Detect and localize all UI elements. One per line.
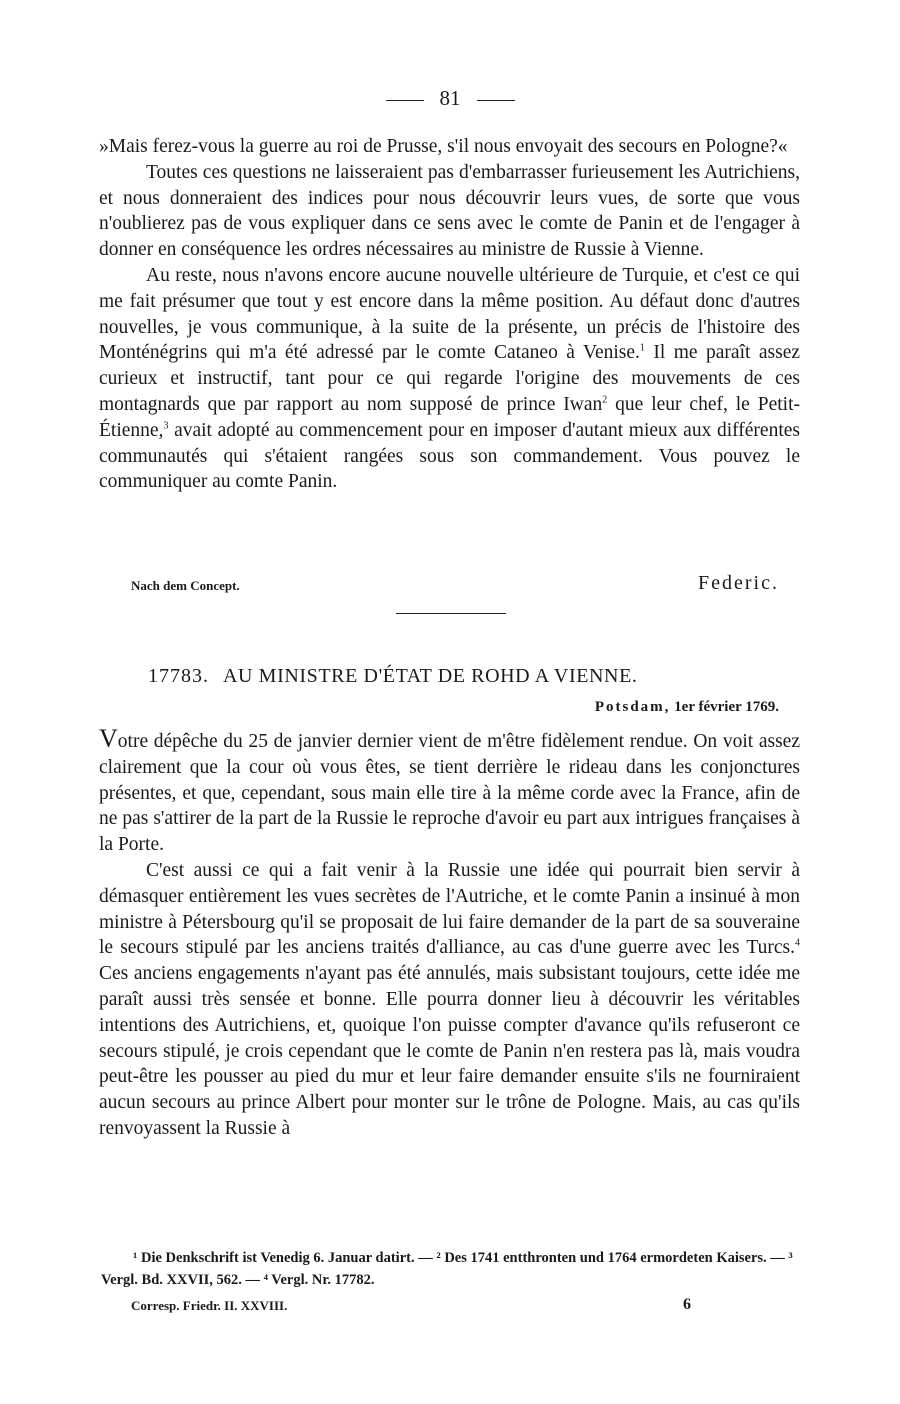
footnotes bbox=[101, 1248, 801, 1291]
footnote-ref-4: 4 bbox=[795, 937, 800, 949]
signature: Federic. bbox=[698, 572, 779, 594]
letter-heading: AU MINISTRE D'ÉTAT DE ROHD A VIENNE. bbox=[223, 665, 638, 687]
signature-number: 6 bbox=[683, 1296, 691, 1313]
header-dash-left bbox=[386, 100, 424, 101]
footnote-ref-1: 1 bbox=[639, 342, 645, 354]
paragraph-quote: »Mais ferez-vous la guerre au roi de Prusse, s'il nous envoyait des secours en Pologne?« bbox=[99, 136, 788, 157]
paragraph-depeche: Votre dépêche du 25 de janvier dernier vient de m'être fidèlement rendue. On voit assez clairement que la cour où vous êtes, se tient derrière le rideau dans les conjonctures présentes, et que, cependant, sous main elle tire à la même corde avec la France, afin de ne pas s'attirer de la part de la Russie le reproche d'avoir eu part aux intrigues françaises à la Porte. bbox=[99, 724, 800, 856]
signature-line bbox=[131, 572, 779, 598]
footnote-ref-3: 3 bbox=[163, 420, 169, 432]
dateline bbox=[595, 699, 779, 716]
drop-cap: V bbox=[99, 724, 118, 753]
footnote-text: ¹ Die Denkschrift ist Venedig 6. Januar datirt. — ² Des 1741 entthronten und 1764 ermordeten Kaisers. — ³ Vergl. Bd. XXVII, 562. — ⁴ Vergl. Nr. 17782. bbox=[101, 1250, 793, 1288]
page-header bbox=[0, 86, 900, 111]
dateline-place: Potsdam, bbox=[594, 699, 671, 715]
letter-title bbox=[148, 665, 768, 688]
page-number: 81 bbox=[439, 86, 461, 110]
source-note: Nach dem Concept. bbox=[131, 578, 240, 593]
letter-number: 17783. bbox=[148, 665, 209, 687]
letter-body bbox=[99, 726, 800, 1142]
collection-label: Corresp. Friedr. II. XXVIII. bbox=[131, 1298, 288, 1313]
header-dash-right bbox=[477, 100, 515, 101]
page-footer bbox=[131, 1298, 691, 1314]
section-divider bbox=[396, 613, 506, 614]
footnote-ref-2: 2 bbox=[602, 394, 608, 406]
paragraph-russie: C'est aussi ce qui a fait venir à la Russie une idée qui pourrait bien servir à démasquer entièrement les vues secrètes de l'Autriche, et le comte Panin a insinué à mon ministre à Pétersbourg qu'il se proposait de lui faire demander de la part de sa souveraine le secours stipulé par les anciens traités d'alliance, au cas d'une guerre avec les Turcs.$^4$ Ces anciens engagements n'ayant pas été annulés, mais subsistant toujours, cette idée me paraît aussi très sensée et bonne. Elle pourra donner lieu à découvrir les véritables intentions des Autrichiens, et, quoique l'on puisse compter d'avance qu'ils refuseront ce secours stipulé, je crois cependant que le comte de Panin n'en restera pas là, mais voudra peut-être les pousser au pied du mur et leur faire demander ensuite s'ils ne fourniraient aucun secours au prince Albert pour monter sur le trône de Pologne. Mais, au cas qu'ils renvoyassent la Russie à bbox=[99, 859, 800, 1139]
paragraph-turquie: Au reste, nous n'avons encore aucune nouvelle ultérieure de Turquie, et c'est ce qui me fait présumer que tout y est encore dans la même position. Au défaut donc d'autres nouvelles, je vous communique, à la suite de la présente, un précis de l'histoire des Monténégrins qui m'a été adressé par le comte Cataneo à Venise.$^1$ Il me paraît assez curieux et instructif, tant pour ce qui regarde l'origine des mouvements de ces montagnards que par rapport au nom supposé de prince Iwan$^2$ que leur chef, le Petit-Étienne,$^3$ avait adopté au commencement pour en imposer d'autant mieux aux différentes communautés qui s'étaient rangées sous son commandement. Vous pouvez le communiquer au comte Panin. bbox=[99, 264, 801, 493]
letter-continuation bbox=[99, 134, 800, 495]
dateline-date: 1er février 1769. bbox=[674, 699, 779, 715]
paragraph-questions: Toutes ces questions ne laisseraient pas d'embarrasser furieusement les Autrichiens, et nous donneraient des indices pour nous découvrir leurs vues, de sorte que vous n'oublierez pas de vous expliquer dans ce sens avec le comte de Panin et de l'engager à donner en conséquence les ordres nécessaires au ministre de Russie à Vienne. bbox=[99, 161, 800, 261]
